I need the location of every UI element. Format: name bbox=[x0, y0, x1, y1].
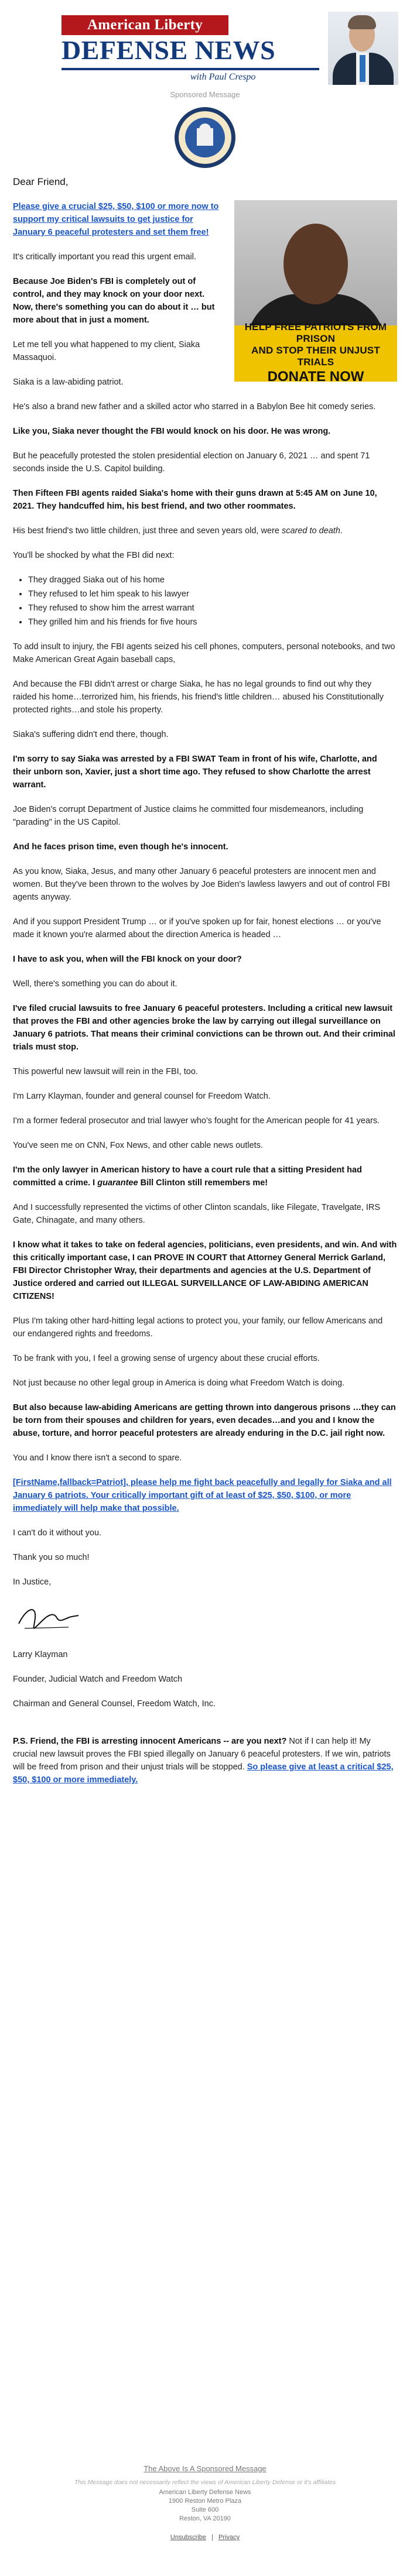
paragraph: Thank you so much! bbox=[13, 1553, 90, 1562]
signer-name: Larry Klayman bbox=[13, 1650, 68, 1659]
paragraph: You've seen me on CNN, Fox News, and other cable news outlets. bbox=[13, 1141, 263, 1150]
paragraph-bold: And he faces prison time, even though he's innocent. bbox=[13, 842, 228, 852]
paragraph: To add insult to injury, the FBI agents seized his cell phones, computers, personal notebooks, and two Make American Great Again baseball caps, bbox=[13, 642, 395, 664]
fbi-actions-list bbox=[13, 574, 397, 629]
paragraph-bold: Because Joe Biden's FBI is completely out of control, and they may knock on your door next. bbox=[13, 277, 205, 299]
donate-now-button[interactable]: DONATE NOW bbox=[267, 369, 364, 382]
address-line-4: Reston, VA 20190 bbox=[179, 2515, 231, 2522]
address-line-3: Suite 600 bbox=[191, 2506, 219, 2513]
donate-hero-banner[interactable] bbox=[234, 200, 397, 382]
address-line-2: 1900 Reston Metro Plaza bbox=[168, 2498, 242, 2505]
brand-host-tagline: with Paul Crespo bbox=[190, 72, 256, 82]
address-line-1: American Liberty Defense News bbox=[159, 2489, 251, 2496]
email-footer bbox=[0, 2464, 410, 2541]
paragraph-bold: I know what it takes to take on federal agencies, politicians, even presidents, and win. And with this critically important case, I can PROVE IN COURT that Attorney General Merrick Garland, FBI Director Christopher Wray, their departments and agencies at the U.S. Department of Justice ordered and carried out ILLEGAL SURVEILLANCE OF LAW-ABIDING AMERICAN CITIZENS! bbox=[13, 1240, 397, 1301]
paragraph: To be frank with you, I feel a growing sense of urgency about these crucial efforts. bbox=[13, 1354, 320, 1363]
paragraph: Not just because no other legal group in America is doing what Freedom Watch is doing. bbox=[13, 1378, 345, 1388]
paragraph: I'm a former federal prosecutor and trial lawyer who's fought for the American people for 41 years. bbox=[13, 1116, 380, 1126]
paragraph-bold: But also because law-abiding Americans are getting thrown into dangerous prisons …they can be torn from their spouses and children for years, even decades…and you and I know the abuse, torture, and horror peaceful protesters are already enduring in the D.C. jail right now. bbox=[13, 1403, 396, 1438]
hero-caption-line2: AND STOP THEIR UNJUST TRIALS bbox=[251, 345, 380, 368]
disclaimer: This Message does not necessarily reflect the views of American Liberty Defense or it's affiliates bbox=[74, 2479, 336, 2486]
list-item: • They grilled him and his friends for five hours bbox=[28, 616, 397, 629]
host-photo bbox=[328, 12, 398, 85]
sponsored-label: Sponsored Message bbox=[170, 90, 240, 99]
brand-main-title: DEFENSE NEWS bbox=[62, 35, 276, 65]
paragraph: Let me tell you what happened to my client, Siaka Massaquoi. bbox=[13, 340, 200, 362]
paragraph: And I successfully represented the victims of other Clinton scandals, like Filegate, Travelgate, IRS Gate, Chinagate, and many others. bbox=[13, 1203, 381, 1225]
paragraph: And if you support President Trump … or if you've spoken up for fair, honest elections … or you've made it known you're alarmed about the direction America is headed … bbox=[13, 917, 381, 939]
signature-graphic bbox=[13, 1600, 83, 1635]
salutation: Dear Friend, bbox=[13, 176, 69, 187]
paragraph: I can't do it without you. bbox=[13, 1528, 102, 1538]
list-item: • They dragged Siaka out of his home bbox=[28, 574, 397, 586]
paragraph: Siaka's suffering didn't end there, though. bbox=[13, 730, 169, 739]
list-item: • They refused to show him the arrest warrant bbox=[28, 602, 397, 615]
paragraph: You'll be shocked by what the FBI did next: bbox=[13, 551, 175, 560]
paragraph: Plus I'm taking other hard-hitting legal actions to protect you, your family, our fellow Americans and our endangered rights and freedoms. bbox=[13, 1316, 383, 1339]
paragraph-bold: I have to ask you, when will the FBI knock on your door? bbox=[13, 955, 242, 964]
postscript: P.S. Friend, the FBI is arresting innocent Americans -- are you next? Not if I can help it! My crucial new lawsuit proves the FBI spied illegally on January 6 peaceful protesters. If we win, patriots will be freed from prison and their unjust trials will be stopped. So please give at least a critical $25, $50, $100 or more immediately. bbox=[13, 1737, 394, 1785]
paragraph-bold: Then Fifteen FBI agents raided Siaka's home with their guns drawn at 5:45 AM on June 10, 2021. They handcuffed him, his best friend, and two other roommates. bbox=[13, 489, 377, 511]
paragraph: His best friend's two little children, just three and seven years old, were scared to death. bbox=[13, 526, 343, 536]
brand-top-banner bbox=[62, 15, 228, 35]
sponsored-notice: The Above Is A Sponsored Message bbox=[144, 2464, 266, 2473]
signer-title-1: Founder, Judicial Watch and Freedom Watch bbox=[13, 1675, 183, 1684]
donate-link-ps[interactable]: So please give at least a critical $25, $50, $100 or more immediately. bbox=[13, 1762, 394, 1785]
paragraph: This powerful new lawsuit will rein in the FBI, too. bbox=[13, 1067, 198, 1076]
paragraph-bold: I've filed crucial lawsuits to free January 6 peaceful protesters. Including a critical new lawsuit that proves the FBI and other agencies broke the law by carrying out illegal surveillance on January 6 patriots. That means their criminal convictions can be thrown out. And their criminal trials must stop. bbox=[13, 1004, 395, 1052]
freedom-watch-seal-logo bbox=[175, 107, 235, 168]
hero-caption-line1: HELP FREE PATRIOTS FROM PRISON bbox=[244, 321, 387, 344]
handwritten-signature bbox=[13, 1600, 397, 1635]
paragraph-bold: I'm the only lawyer in American history to have a court rule that a sitting President had committed a crime. I guarantee Bill Clinton still remembers me! bbox=[13, 1165, 362, 1188]
unsubscribe-link[interactable]: Unsubscribe bbox=[170, 2534, 207, 2541]
paragraph: I'm Larry Klayman, founder and general counsel for Freedom Watch. bbox=[13, 1092, 271, 1101]
newsletter-header bbox=[0, 0, 410, 88]
paragraph: As you know, Siaka, Jesus, and many other January 6 peaceful protesters are innocent men and women. But they've been thrown to the wolves by Joe Biden's lawless lawyers and out of control FBI agents anyway. bbox=[13, 867, 390, 902]
paragraph: In Justice, bbox=[13, 1577, 52, 1587]
hero-caption[interactable] bbox=[234, 321, 397, 382]
paragraph: And because the FBI didn't arrest or charge Siaka, he has no legal grounds to find out why they raided his home…terrorized him, his friends, his friend's little children… abused his Constitutionally protected rights…and stole his property. bbox=[13, 680, 384, 715]
brand-top-text: American Liberty bbox=[87, 17, 203, 33]
donate-link-top[interactable]: Please give a crucial $25, $50, $100 or more now to support my critical lawsuits to get justice for January 6 peaceful protesters and set them free! bbox=[13, 202, 219, 237]
privacy-link[interactable]: Privacy bbox=[218, 2534, 240, 2541]
paragraph: But he peacefully protested the stolen presidential election on January 6, 2021 … and spent 71 seconds inside the U.S. Capitol building. bbox=[13, 451, 370, 474]
donate-link-bottom[interactable]: [FirstName,fallback=Patriot], please help me fight back peacefully and legally for Siaka and all January 6 patriots. Your critically important gift of at least of $25, $50, $100, or more immediately will help make that possible. bbox=[13, 1478, 392, 1513]
paragraph: You and I know there isn't a second to spare. bbox=[13, 1453, 182, 1463]
brand-divider bbox=[62, 68, 319, 70]
paragraph-bold: Now, there's something you can do about it … but more about that in just a moment. bbox=[13, 303, 215, 325]
paragraph: Siaka is a law-abiding patriot. bbox=[13, 378, 124, 387]
paragraph: It's critically important you read this urgent email. bbox=[13, 252, 197, 262]
signer-title-2: Chairman and General Counsel, Freedom Watch, Inc. bbox=[13, 1699, 216, 1709]
footer-links bbox=[0, 2534, 410, 2541]
footer-separator: | bbox=[211, 2534, 213, 2541]
list-item: • They refused to let him speak to his lawyer bbox=[28, 588, 397, 601]
paragraph: Joe Biden's corrupt Department of Justice claims he committed four misdemeanors, including "parading" in the US Capitol. bbox=[13, 805, 364, 827]
email-body bbox=[13, 176, 397, 1798]
paragraph-bold: Like you, Siaka never thought the FBI would knock on his door. He was wrong. bbox=[13, 427, 331, 436]
paragraph-bold: I'm sorry to say Siaka was arrested by a FBI SWAT Team in front of his wife, Charlotte, and their unborn son, Xavier, just a short time ago. They refused to show Charlotte the arrest warrant. bbox=[13, 754, 377, 790]
paragraph: Well, there's something you can do about it. bbox=[13, 979, 177, 989]
paragraph: He's also a brand new father and a skilled actor who starred in a Babylon Bee hit comedy series. bbox=[13, 402, 376, 411]
